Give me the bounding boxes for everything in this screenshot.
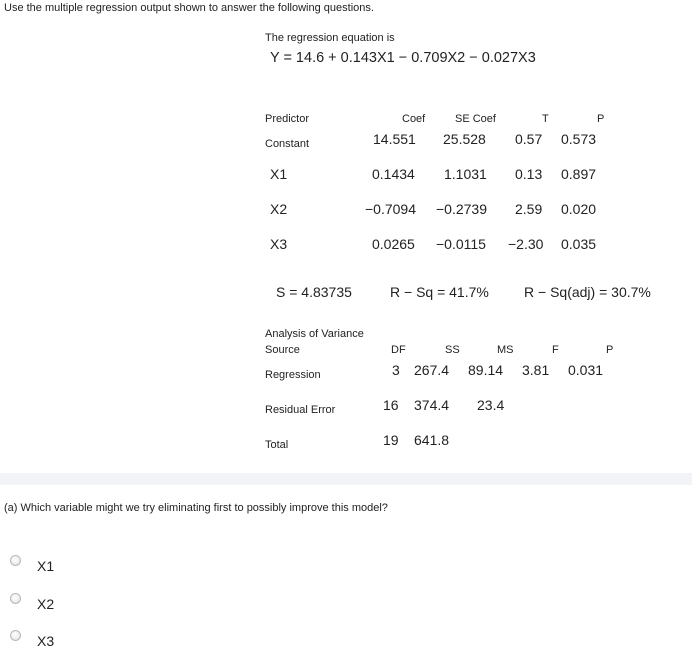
anova-row-f: 3.81	[522, 362, 550, 378]
stat-s: S = 4.83735	[276, 284, 352, 300]
anova-header-df: DF	[391, 344, 406, 356]
section-divider	[0, 473, 692, 485]
coef-row-p: 0.573	[561, 131, 597, 147]
coef-header-se: SE Coef	[455, 113, 496, 125]
anova-row-source: Regression	[265, 369, 321, 381]
anova-row-ss: 267.4	[414, 362, 450, 378]
anova-row-df: 16	[383, 397, 399, 413]
coef-row-coef: −0.7094	[365, 201, 416, 217]
coef-header-t: T	[542, 113, 549, 125]
anova-header-p: P	[606, 344, 614, 356]
equation-heading: The regression equation is	[265, 32, 395, 44]
anova-header-ss: SS	[445, 344, 460, 356]
anova-row-source: Residual Error	[265, 404, 336, 416]
stat-rsq-adj: R − Sq(adj) = 30.7%	[524, 284, 651, 300]
coef-row-predictor: Constant	[265, 138, 310, 150]
coef-header-coef: Coef	[402, 113, 426, 125]
anova-row-ss: 374.4	[414, 397, 450, 413]
anova-header-source: Source	[265, 344, 300, 356]
coef-row-coef: 14.551	[373, 131, 416, 147]
coef-row-se: −0.0115	[436, 236, 486, 252]
coef-row-predictor: X2	[270, 201, 288, 217]
option-label: X3	[37, 633, 55, 649]
anova-row-ss: 641.8	[414, 432, 450, 448]
regression-equation: Y = 14.6 + 0.143X1 − 0.709X2 − 0.027X3	[270, 50, 536, 66]
question-text: (a) Which variable might we try eliminating first to possibly improve this model?	[4, 502, 388, 514]
coef-row-p: 0.035	[561, 236, 597, 252]
coef-row-coef: 0.0265	[372, 236, 415, 252]
coef-row-se: 1.1031	[444, 166, 487, 182]
coef-row-t: −2.30	[508, 236, 544, 252]
anova-row-df: 3	[392, 362, 400, 378]
coef-row-se: −0.2739	[436, 201, 487, 217]
coef-header-predictor: Predictor	[265, 113, 310, 125]
anova-row-ms: 23.4	[477, 397, 505, 413]
coef-row-p: 0.897	[561, 166, 597, 182]
option-label: X2	[37, 596, 55, 612]
intro-text: Use the multiple regression output shown to answer the following questions.	[4, 2, 374, 14]
coef-row-t: 0.57	[515, 131, 543, 147]
coef-row-t: 2.59	[515, 201, 543, 217]
coef-header-p: P	[597, 113, 605, 125]
radio-option-x3[interactable]	[10, 630, 21, 641]
coef-row-coef: 0.1434	[372, 166, 415, 182]
anova-title: Analysis of Variance	[265, 328, 364, 340]
option-label: X1	[37, 558, 55, 574]
radio-option-x2[interactable]	[10, 593, 21, 604]
anova-header-ms: MS	[497, 344, 514, 356]
coef-row-p: 0.020	[561, 201, 597, 217]
coef-row-predictor: X3	[270, 236, 288, 252]
anova-row-ms: 89.14	[468, 362, 504, 378]
anova-row-df: 19	[383, 432, 399, 448]
radio-option-x1[interactable]	[10, 555, 21, 566]
anova-header-f: F	[552, 344, 559, 356]
anova-row-p: 0.031	[568, 362, 604, 378]
coef-row-se: 25.528	[443, 131, 486, 147]
coef-row-t: 0.13	[515, 166, 543, 182]
anova-row-source: Total	[265, 439, 289, 451]
stat-rsq: R − Sq = 41.7%	[390, 284, 489, 300]
coef-row-predictor: X1	[270, 166, 288, 182]
